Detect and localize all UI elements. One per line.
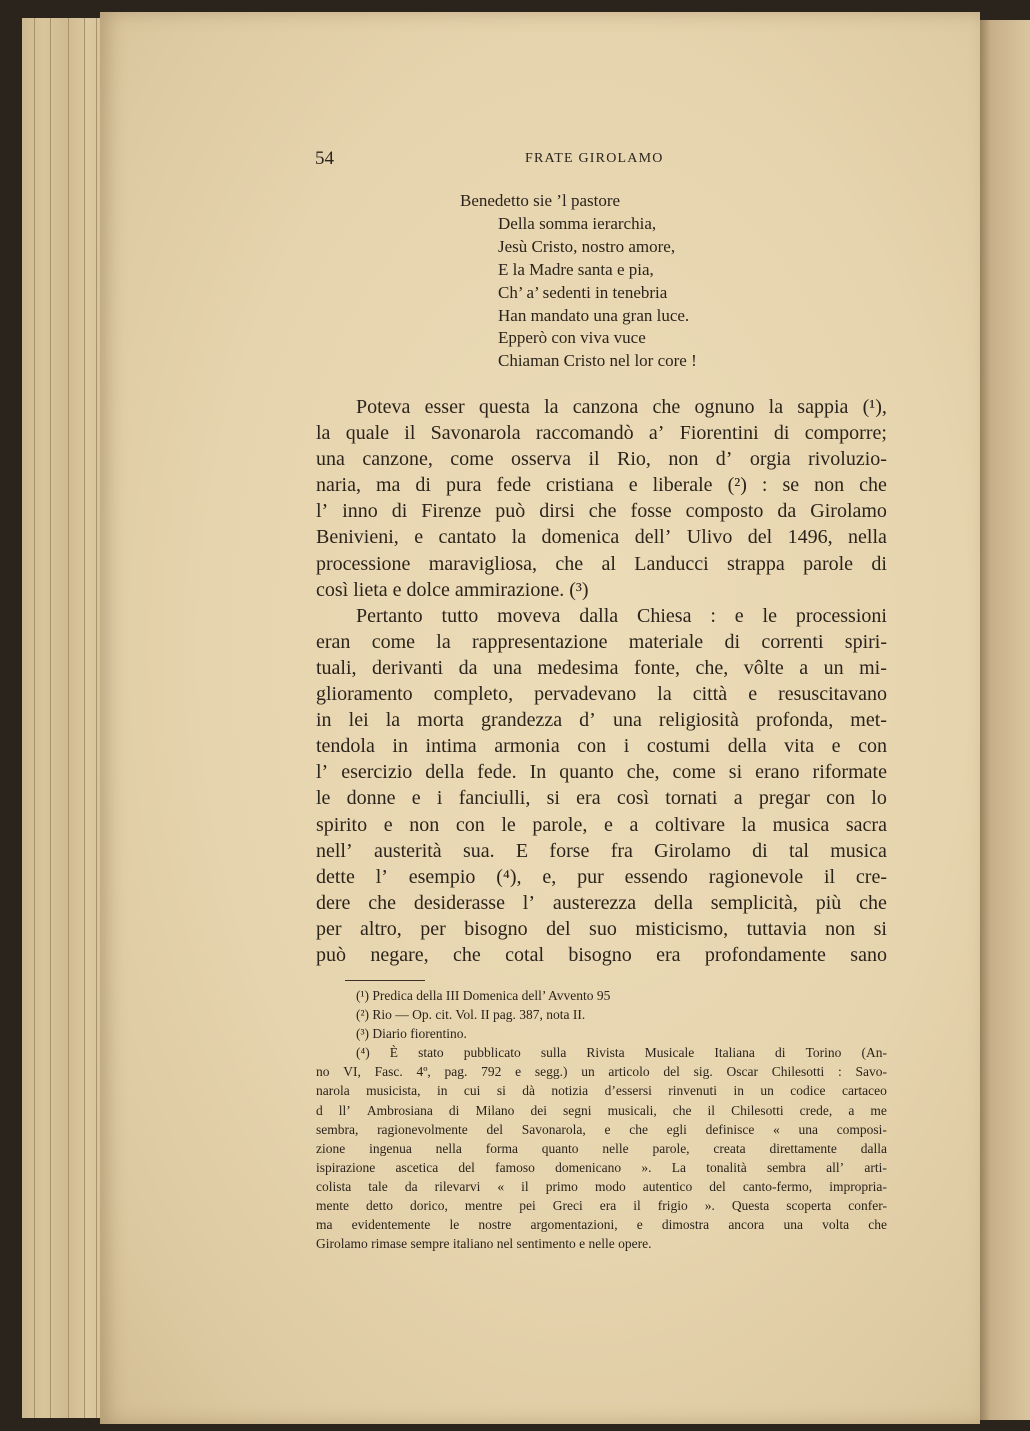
poem-line: Jesù Cristo, nostro amore, [498,236,676,256]
poem-line: Ch’ a’ sedenti in tenebria [498,282,668,302]
text-line: può negare, che cotal bisogno era profondamente sano [316,943,887,966]
footnote-line: sembra, ragionevolmente del Savonarola, e che egli definisce « una composi- [316,1121,887,1137]
text-line: per altro, per bisogno del suo misticismo, tuttavia non si [316,917,887,940]
footnote-line: ma evidentemente le nostre argomentazioni, e dimostra ancora una volta che [316,1217,887,1233]
page-header [315,148,887,174]
footnote-line: (²) Rio — Op. cit. Vol. II pag. 387, nota II. [356,1007,586,1023]
text-line: così lieta e dolce ammirazione. (³) [316,578,589,601]
text-line: dette l’ esempio (⁴), e, pur essendo ragionevole il cre- [316,865,887,888]
page-edge-line [34,18,35,1418]
text-line: la quale il Savonarola raccomandò a’ Fiorentini di comporre; [316,422,887,445]
facing-page-edge [978,20,1030,1420]
body-text [316,394,887,968]
text-line: tendola in intima armonia con i costumi della vita e con [316,735,887,758]
poem-line: Epperò con viva vuce [498,328,646,348]
footnote-separator [345,980,425,981]
text-line: spirito e non con le parole, e a coltivare la musica sacra [316,813,887,836]
footnote-line: ispirazione ascetica del famoso domenicano ». La tonalità sembra all’ arti- [316,1159,887,1175]
footnote-line: colista tale da rilevarvi « il primo modo autentico del canto-fermo, impropria- [316,1178,887,1194]
page-edge-line [50,18,51,1418]
poem-line: Benedetto sie ’l pastore [460,191,621,210]
text-line: una canzone, come osserva il Rio, non d’ orgia rivoluzio- [316,448,887,471]
text-line: tuali, derivanti da una medesima fonte, che, vôlte a un mi- [316,656,887,679]
poem-line: E la Madre santa e pia, [498,259,654,279]
footnote-line: (³) Diario fiorentino. [356,1026,467,1042]
footnote-line: (¹) Predica della III Domenica dell’ Avvento 95 [356,988,611,1003]
poem-line: Della somma ierarchia, [498,213,657,233]
text-line: le donne e i fanciulli, si era così tornati a pregar con lo [316,787,887,810]
footnotes [316,986,887,1253]
text-line: Pertanto tutto moveva dalla Chiesa : e le processioni [356,604,887,627]
text-line: eran come la rappresentazione materiale di correnti spiri- [316,630,887,653]
text-line: naria, ma di pura fede cristiana e liberale (²) : se non che [316,474,887,497]
footnote-line: Girolamo rimase sempre italiano nel sentimento e nelle opere. [316,1236,652,1252]
page-edge-line [84,18,85,1418]
footnote-line: zione ingenua nella forma quanto nelle parole, creata direttamente dalla [316,1140,887,1156]
running-title: FRATE GIROLAMO [525,151,664,166]
page-number: 54 [315,148,334,169]
footnote-line: (⁴) È stato pubblicato sulla Rivista Musicale Italiana di Torino (An- [356,1045,887,1061]
poem-line: Han mandato una gran luce. [498,305,690,325]
poem-line: Chiaman Cristo nel lor core ! [498,351,697,371]
text-line: processione maravigliosa, che al Landucci strappa parole di [316,552,887,575]
text-line: l’ inno di Firenze può dirsi che fosse composto da Girolamo [316,500,887,523]
poem-stanza [460,190,697,373]
text-line: in lei la morta grandezza d’ una religiosità profonda, met- [316,709,887,732]
text-line: glioramento completo, pervadevano la città e resuscitavano [316,683,887,706]
page-edge-line [68,18,69,1418]
footnote-line: narola musicista, in cui si dà notizia d’essersi rinvenuti in un codice cartaceo [316,1083,887,1099]
footnote-line: d ll’ Ambrosiana di Milano dei segni musicali, che il Chilesotti crede, a me [316,1102,887,1118]
text-line: dere che desiderasse l’ austerezza della semplicità, più che [316,891,887,914]
text-line: nell’ austerità sua. E forse fra Girolamo di tal musica [316,839,887,862]
footnote-line: mente detto dorico, mentre pei Greci era il frigio ». Questa scoperta confer- [316,1198,887,1214]
text-line: l’ esercizio della fede. In quanto che, come si erano riformate [316,761,887,784]
page-edge-line [96,18,97,1418]
text-line: Benivieni, e cantato la domenica dell’ Ulivo del 1496, nella [316,526,887,549]
footnote-line: no VI, Fasc. 4º, pag. 792 e segg.) un articolo del sig. Oscar Chilesotti : Savo- [316,1064,887,1080]
text-line: Poteva esser questa la canzona che ognuno la sappia (¹), [356,396,887,418]
